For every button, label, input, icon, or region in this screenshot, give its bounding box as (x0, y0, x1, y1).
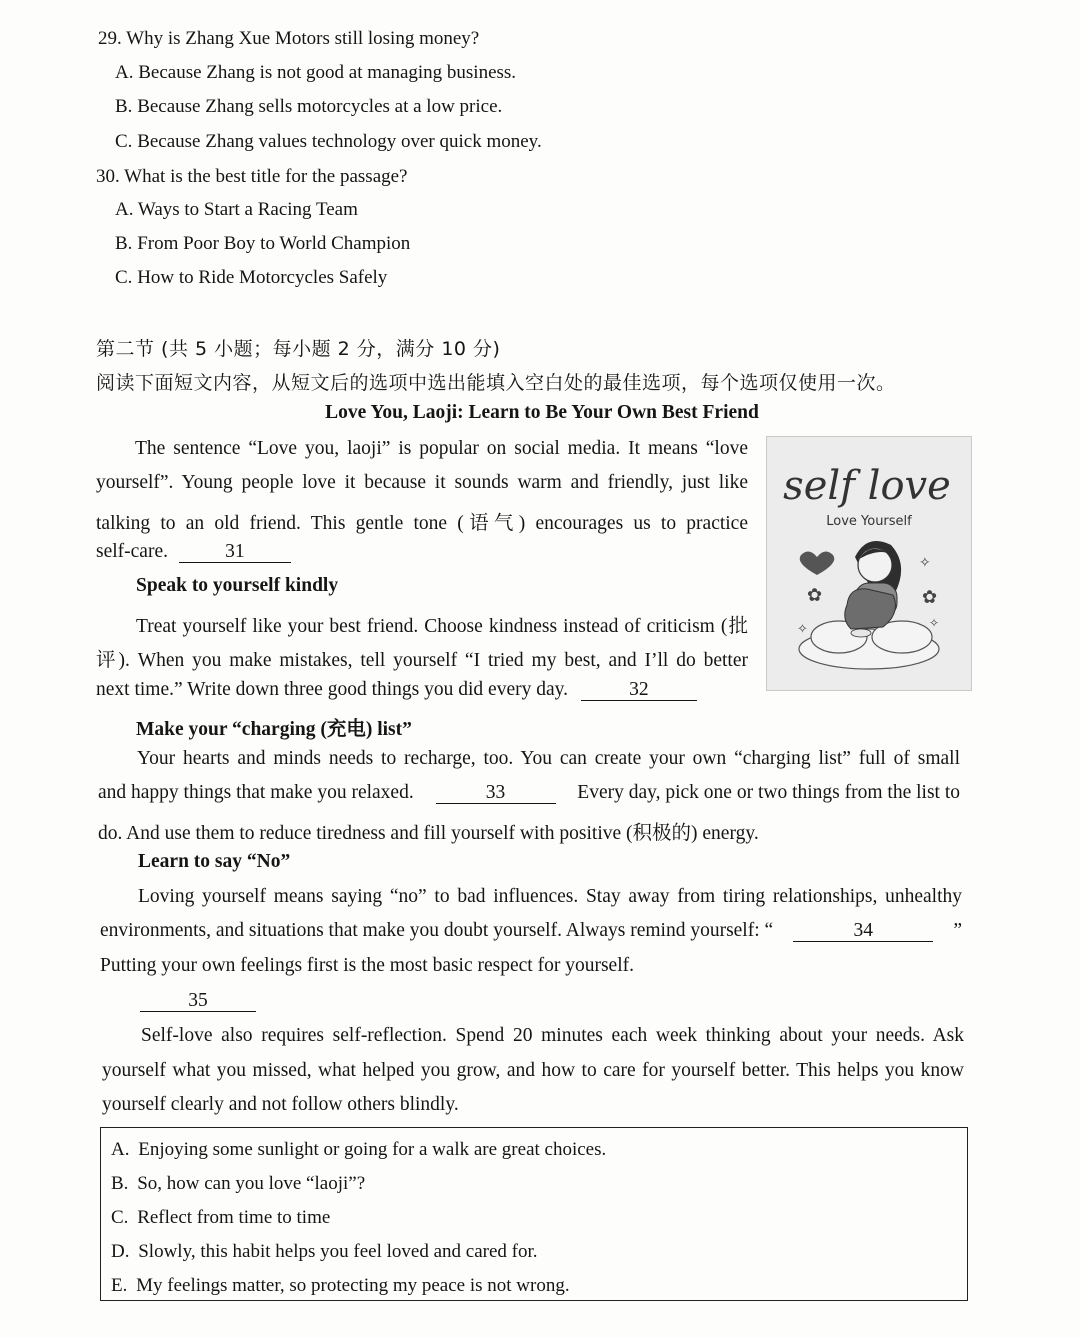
option-letter: C. (115, 267, 133, 288)
paragraph-line (96, 679, 697, 701)
option-text: Reflect from time to time (137, 1207, 331, 1228)
answer-option-c[interactable] (111, 1207, 330, 1229)
line-text: environments, and situations that make you doubt yourself. Always remind yourself: “ (100, 920, 774, 941)
sparkle-icon: ✧ (797, 622, 808, 637)
answer-option-e[interactable] (111, 1275, 570, 1297)
line-text: and happy things that make you relaxed. (98, 782, 414, 803)
option-letter: A. (115, 199, 134, 220)
option-text: Because Zhang sells motorcycles at a low price. (137, 96, 503, 117)
paragraph-line: yourself clearly and not follow others blindly. (102, 1094, 459, 1115)
section-instruction: 阅读下面短文内容，从短文后的选项中选出能填入空白处的最佳选项，每个选项仅使用一次。 (96, 372, 896, 394)
answer-options-box (100, 1127, 968, 1301)
section-heading: 第二节 (共 5 小题；每小题 2 分，满分 10 分) (96, 338, 501, 360)
line-text: next time.” Write down three good things you did every day. (96, 679, 568, 700)
option-letter: B. (111, 1173, 129, 1194)
blank-35[interactable]: 35 (140, 991, 256, 1012)
option-text: Enjoying some sunlight or going for a walk are great choices. (138, 1139, 607, 1160)
option-letter: B. (115, 96, 133, 117)
blank-33[interactable]: 33 (436, 783, 556, 804)
paragraph-line: Loving yourself means saying “no” to bad influences. Stay away from tiring relationships, unhealthy (138, 886, 962, 907)
question-text: What is the best title for the passage? (124, 166, 408, 187)
line-text: self-care. (96, 541, 168, 562)
answer-option-d[interactable] (111, 1241, 538, 1263)
option-letter: A. (111, 1139, 130, 1160)
option-letter: C. (115, 131, 133, 152)
question-number: 30. (96, 166, 120, 187)
answer-option-b[interactable] (111, 1173, 365, 1195)
sparkle-icon: ✧ (919, 555, 931, 571)
line-text: ” (953, 920, 962, 941)
paragraph-line: Treat yourself like your best friend. Choose kindness instead of criticism (批 (136, 616, 748, 637)
question-text: Why is Zhang Xue Motors still losing money? (126, 28, 480, 49)
flower-icon: ✿ (807, 585, 823, 606)
paragraph-line: Your hearts and minds needs to recharge, too. You can create your own “charging list” full of small (137, 748, 960, 769)
option-29c[interactable] (115, 131, 542, 153)
blank-32[interactable]: 32 (581, 680, 697, 701)
paragraph-line (140, 990, 256, 1012)
blank-34[interactable]: 34 (793, 921, 933, 942)
paragraph-line (96, 541, 291, 563)
option-text: So, how can you love “laoji”? (137, 1173, 366, 1194)
option-29a[interactable] (115, 62, 516, 84)
option-29b[interactable] (115, 96, 502, 118)
passage-title: Love You, Laoji: Learn to Be Your Own Best Friend (325, 402, 759, 423)
option-text: My feelings matter, so protecting my peace is not wrong. (136, 1275, 570, 1296)
answer-option-a[interactable] (111, 1139, 606, 1161)
paragraph-line: yourself what you missed, what helped you grow, and how to care for yourself better. This helps you know (102, 1060, 964, 1081)
illustration-graphic (767, 437, 971, 690)
option-letter: D. (111, 1241, 130, 1262)
paragraph-line: talking to an old friend. This gentle tone (语气) encourages us to practice (96, 513, 748, 534)
question-number: 29. (98, 28, 122, 49)
paragraph-line (100, 920, 962, 942)
option-30b[interactable] (115, 233, 410, 255)
self-love-illustration (766, 436, 972, 691)
option-text: From Poor Boy to World Champion (137, 233, 411, 254)
subheading-charging-list: Make your “charging (充电) list” (136, 719, 412, 740)
paragraph-line: yourself”. Young people love it because it sounds warm and friendly, just like (96, 472, 748, 493)
paragraph-line: 评). When you make mistakes, tell yourself “I tried my best, and I’ll do better (96, 650, 748, 671)
option-text: How to Ride Motorcycles Safely (137, 267, 388, 288)
option-letter: C. (111, 1207, 129, 1228)
flower-icon: ✿ (922, 587, 938, 608)
line-text: Every day, pick one or two things from the list to (577, 782, 960, 803)
paragraph-line: The sentence “Love you, laoji” is popular on social media. It means “love (135, 438, 748, 459)
script-title: self love (783, 463, 951, 509)
blank-31[interactable]: 31 (179, 542, 291, 563)
option-text: Because Zhang is not good at managing business. (138, 62, 517, 83)
question-stem (96, 166, 408, 188)
paragraph-line: do. And use them to reduce tiredness and fill yourself with positive (积极的) energy. (98, 823, 759, 844)
image-caption: Love Yourself (826, 514, 912, 529)
option-letter: A. (115, 62, 134, 83)
paragraph-line: Self-love also requires self-reflection. Spend 20 minutes each week thinking about your needs. Ask (141, 1025, 964, 1046)
subheading-speak-kindly: Speak to yourself kindly (136, 575, 339, 596)
paragraph-line: Putting your own feelings first is the most basic respect for yourself. (100, 955, 634, 976)
option-text: Slowly, this habit helps you feel loved and cared for. (138, 1241, 538, 1262)
option-text: Ways to Start a Racing Team (137, 199, 358, 220)
question-stem (98, 28, 479, 50)
option-text: Because Zhang values technology over quick money. (137, 131, 542, 152)
option-30c[interactable] (115, 267, 387, 289)
option-letter: E. (111, 1275, 128, 1296)
subheading-say-no: Learn to say “No” (138, 851, 291, 872)
paragraph-line (98, 782, 960, 804)
sparkle-icon: ✧ (929, 616, 940, 630)
option-letter: B. (115, 233, 133, 254)
option-30a[interactable] (115, 199, 358, 221)
